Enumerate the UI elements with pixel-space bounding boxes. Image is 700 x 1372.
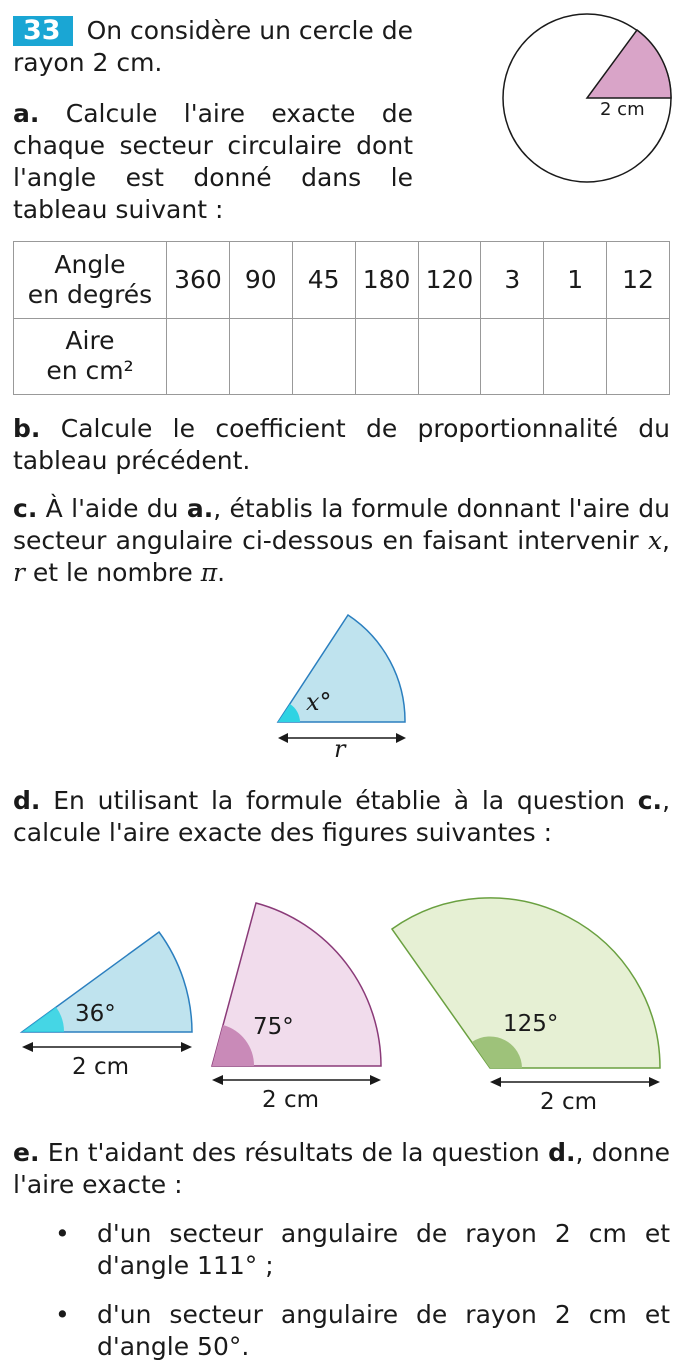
question-c-text1: À l'aide du — [45, 494, 187, 523]
var-r: r — [13, 558, 25, 587]
exercise-intro — [13, 15, 413, 79]
angle-cell: 3 — [481, 242, 544, 319]
area-cell — [355, 318, 418, 395]
angle-area-table — [13, 241, 670, 395]
question-a-letter: a. — [13, 99, 40, 128]
angle-cell: 12 — [607, 242, 670, 319]
header-angle-line1: Angle — [54, 249, 126, 279]
area-cell — [229, 318, 292, 395]
circle-radius-label: 2 cm — [600, 99, 645, 120]
question-c-sep: , — [662, 526, 670, 555]
sector-75-radius-label: 2 cm — [262, 1087, 319, 1113]
sector-125-angle-label: 125° — [503, 1011, 559, 1037]
question-c-text3: et le nombre — [24, 558, 201, 587]
question-a — [13, 98, 413, 226]
question-b-letter: b. — [13, 414, 41, 443]
question-e-letter: e. — [13, 1138, 40, 1167]
sector-75-angle-label: 75° — [253, 1014, 294, 1040]
question-d-text2: , calcule l'aire exacte des figures suivantes : — [13, 786, 671, 847]
generic-sector-figure — [270, 605, 420, 750]
question-e-ref: d. — [548, 1138, 576, 1167]
question-d-ref: c. — [637, 786, 663, 815]
area-cell — [607, 318, 670, 395]
question-b-text: Calcule le coefficient de proportionnalité du tableau précédent. — [13, 414, 671, 475]
area-cell — [292, 318, 355, 395]
table-row-angles — [14, 242, 670, 319]
angle-cell: 45 — [292, 242, 355, 319]
bullet-2: • — [55, 1300, 70, 1329]
arrow-right-icon — [181, 1042, 192, 1052]
angle-cell: 180 — [355, 242, 418, 319]
table-header-angle — [14, 242, 167, 319]
arrow-left-icon — [490, 1077, 501, 1087]
sector-125-radius-label: 2 cm — [540, 1089, 597, 1115]
area-cell — [481, 318, 544, 395]
arrow-right-icon — [370, 1075, 381, 1085]
area-cell — [418, 318, 481, 395]
angle-cell: 120 — [418, 242, 481, 319]
header-angle-line2: en degrés — [27, 279, 153, 309]
list-item: d'un secteur angulaire de rayon 2 cm et d'angle 111° ; — [97, 1219, 670, 1280]
arrow-right-icon — [396, 733, 406, 743]
question-c-text2: , établis la formule donnant l'aire du secteur angulaire ci-dessous en faisant intervenir — [13, 494, 670, 555]
bullet-1: • — [55, 1219, 70, 1248]
question-e-text1: En t'aidant des résultats de la question — [47, 1138, 549, 1167]
circle-figure — [495, 10, 680, 210]
list-item: d'un secteur angulaire de rayon 2 cm et d'angle 50°. — [97, 1300, 670, 1361]
area-cell — [544, 318, 607, 395]
question-c — [13, 493, 670, 589]
arrow-left-icon — [22, 1042, 33, 1052]
exercise-number: 33 — [13, 16, 73, 46]
question-e — [13, 1137, 670, 1201]
angle-cell: 90 — [229, 242, 292, 319]
table-header-area — [14, 318, 167, 395]
generic-radius-label: r — [334, 735, 346, 763]
question-c-letter: c. — [13, 494, 38, 523]
angle-cell: 360 — [167, 242, 230, 319]
var-x: x — [647, 526, 663, 555]
area-cell — [167, 318, 230, 395]
arrow-right-icon — [649, 1077, 660, 1087]
question-b — [13, 413, 670, 477]
question-c-end: . — [217, 558, 226, 587]
arrow-left-icon — [212, 1075, 223, 1085]
question-c-ref: a. — [186, 494, 214, 523]
sector-125 — [392, 898, 660, 1068]
angle-cell: 1 — [544, 242, 607, 319]
sector-36-angle-label: 36° — [75, 1001, 116, 1027]
question-d-text1: En utilisant la formule établie à la question — [53, 786, 638, 815]
sector-36-angle-arc — [22, 1007, 64, 1032]
question-e-text2: , donne l'aire exacte : — [13, 1138, 670, 1199]
question-a-text: Calcule l'aire exacte de chaque secteur circulaire dont l'angle est donné dans le tableau suivant : — [13, 99, 413, 224]
header-area-line1: Aire — [65, 326, 115, 356]
sector-36-radius-label: 2 cm — [72, 1054, 129, 1080]
question-d-letter: d. — [13, 786, 41, 815]
pi-symbol: π — [200, 558, 218, 587]
header-area-line2: en cm² — [46, 356, 134, 386]
intro-text: On considère un cercle de rayon 2 cm. — [13, 16, 413, 77]
question-d — [13, 785, 670, 849]
generic-angle-label: x° — [306, 688, 332, 716]
table-row-areas — [14, 318, 670, 395]
arrow-left-icon — [278, 733, 288, 743]
generic-sector — [278, 615, 405, 722]
